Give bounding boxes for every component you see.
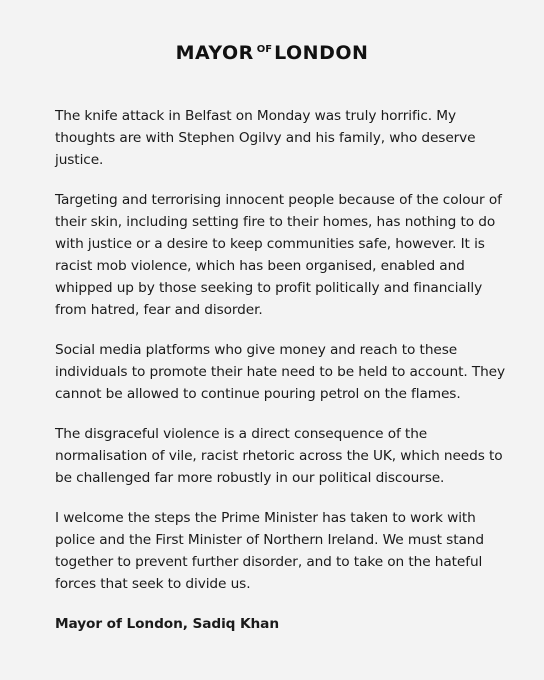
paragraph-2: Targeting and terrorising innocent people because of the colour of their skin, including setting fire to their homes, has nothing to do with justice or a desire to keep communities safe, however. It is racist mob violence, which has been organised, enabled and whipped up by those seeking to profit politically and financially from hatred, fear and disorder. (55, 192, 502, 318)
paragraph-3: Social media platforms who give money and reach to these individuals to promote their hate need to be held to account. They cannot be allowed to continue pouring petrol on the flames. (55, 342, 506, 402)
logo-word-mayor: MAYOR (175, 42, 254, 64)
logo-word-of: OF (256, 44, 273, 55)
statement-body (55, 105, 505, 653)
mayor-of-london-logo (0, 42, 544, 64)
signature: Mayor of London, Sadiq Khan (55, 616, 279, 632)
paragraph-4: The disgraceful violence is a direct consequence of the normalisation of vile, racist rhetoric across the UK, which needs to be challenged far more robustly in our political discourse. (55, 426, 503, 486)
paragraph-1: The knife attack in Belfast on Monday was truly horrific. My thoughts are with Stephen Ogilvy and his family, who deserve justice. (55, 108, 476, 168)
logo-word-london: LONDON (274, 42, 369, 64)
paragraph-5: I welcome the steps the Prime Minister has taken to work with police and the First Minister of Northern Ireland. We must stand together to prevent further disorder, and to take on the hateful forces that seek to divide us. (55, 510, 484, 592)
